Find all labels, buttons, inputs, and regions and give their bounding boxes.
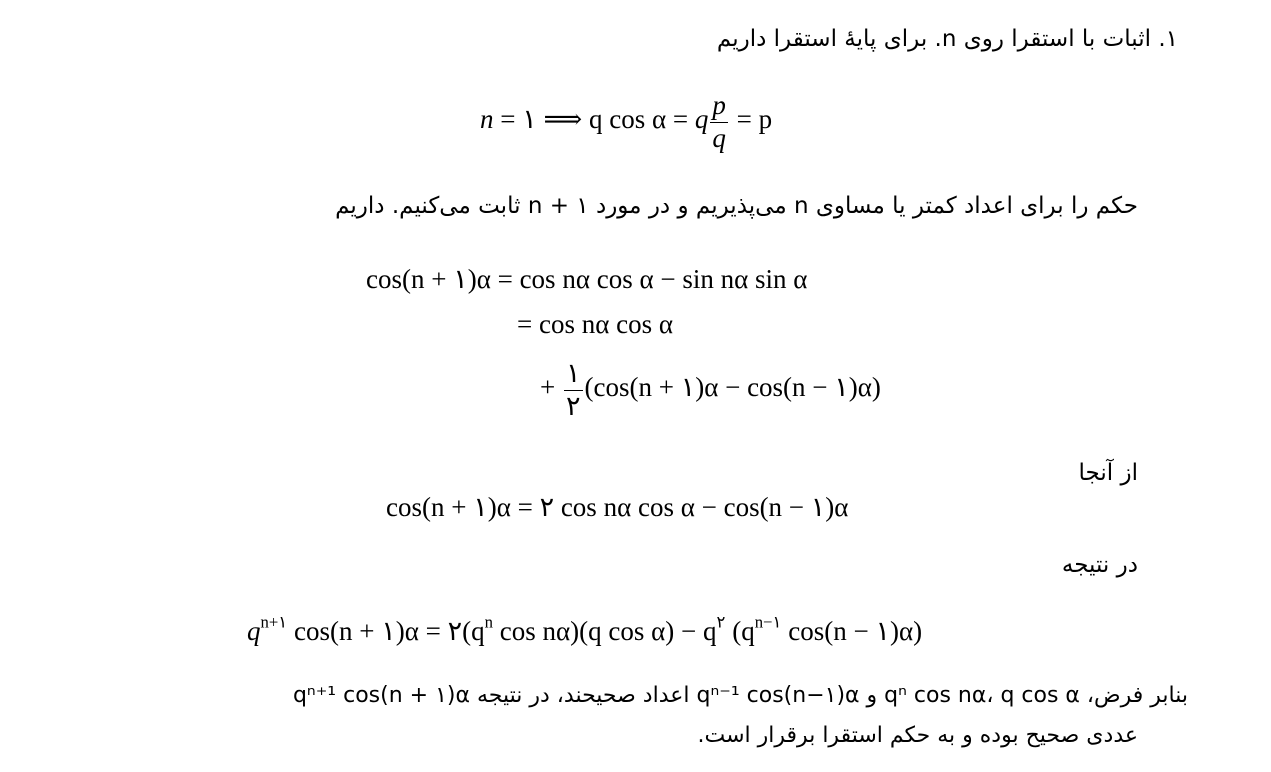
from-there-label: از آنجا [1078, 460, 1138, 486]
conclusion-line-1: بنابر فرض، qⁿ cos nα، q cos α و qⁿ⁻¹ cos(n−۱)α اعداد صحیحند، در نتیجه qⁿ⁺¹ cos(n + ۱)α [292, 683, 1188, 708]
conclusion-line-2: عددی صحیح بوده و به حکم استقرا برقرار است. [697, 723, 1138, 748]
therefore-label: در نتیجه [1061, 552, 1138, 578]
expansion-line-1: cos(n + ۱)α = cos nα cos α − sin nα sin α [366, 264, 808, 294]
fraction-one-half: $\frac{۱}{۲}$ [565, 358, 581, 421]
fraction-p-over-q: $\frac{p}{q}$ [712, 90, 726, 153]
expansion-line-2: = cos nα cos α [517, 309, 674, 339]
problem-number: ۱. [1158, 26, 1178, 52]
expansion-line-3: + $\frac{۱}{۲}$ (cos(n + ۱)α − cos(n − ۱)α) [540, 358, 881, 421]
problem-intro-line [717, 26, 1178, 52]
induction-hypothesis: حکم را برای اعداد کمتر یا مساوی n می‌پذیریم و در مورد n + ۱ ثابت می‌کنیم. داریم [335, 193, 1138, 219]
power-equation: $q^{n+۱}$ cos(n + ۱)α = $۲(q^n$ cos nα)(q $\cos \alpha) - q^۲$ ($q^{n-۱}$ cos(n − ۱)α) [247, 612, 923, 646]
problem-intro: اثبات با استقرا روی n. برای پایهٔ استقرا داریم [716, 26, 1152, 52]
base-case-equation: n = ۱ ⟹ q cos α = q $\frac{p}{q}$ = p [480, 90, 773, 153]
recurrence-equation: cos(n + ۱)α = ۲ cos nα cos α − cos(n − ۱)α [386, 492, 849, 522]
